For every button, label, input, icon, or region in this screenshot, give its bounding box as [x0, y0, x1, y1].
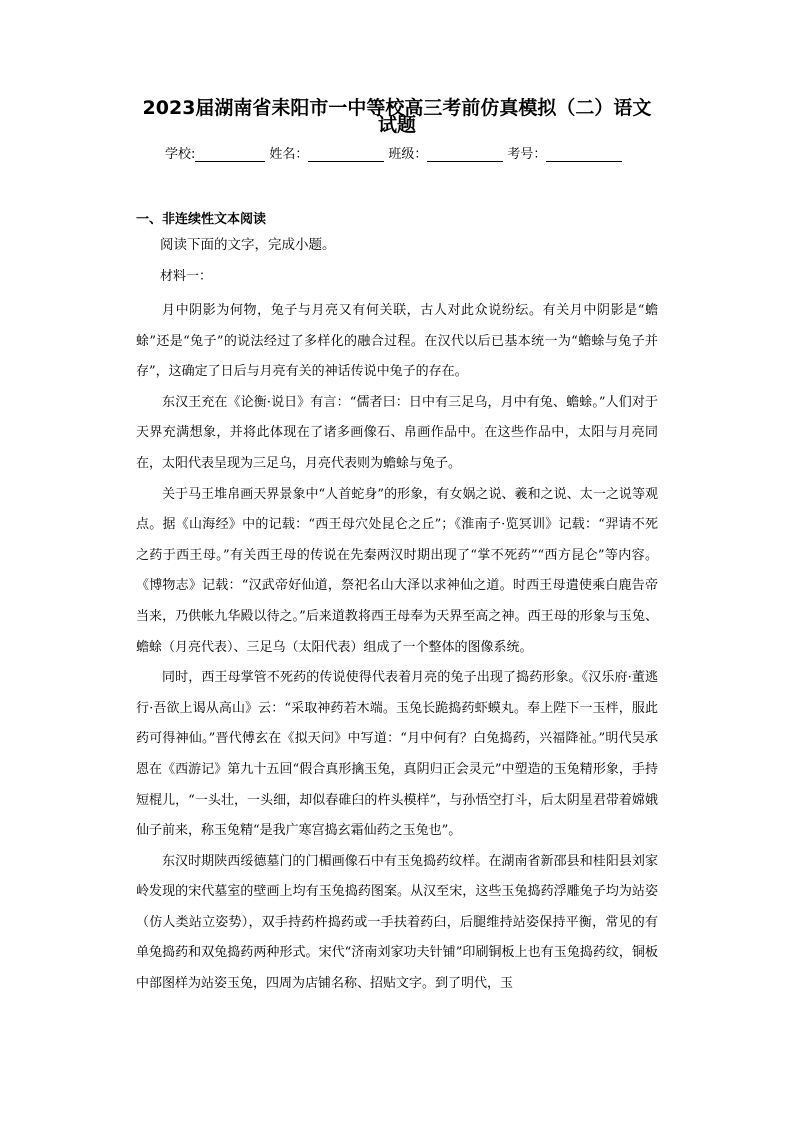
name-field: [269, 143, 388, 162]
passage-paragraph: 东汉时期陕西绥德墓门的门楣画像石中有玉兔捣药纹样。在湖南省新邵县和桂阳县刘家岭发现的宋代墓室的壁画上均有玉兔捣药图案。从汉至宋，这些玉兔捣药浮雕兔子均为站姿（仿人类站立姿势），双手持药杵捣药或一手扶着药臼，后腿维持站姿保持平衡，常见的有单兔捣药和双兔捣药两种形式。宋代“济南刘家功夫针铺”印刷铜板上也有玉兔捣药纹，铜板中部图样为站姿玉兔，四周为店铺名称、招贴文字。到了明代，玉: [136, 853, 658, 992]
class-label: 班级：: [388, 147, 428, 162]
school-blank[interactable]: [195, 147, 265, 162]
passage-paragraph: 同时，西王母掌管不死药的传说使得代表着月亮的兔子出现了捣药形象。《汉乐府·董逃行·吾欲上谒从高山》云：“采取神药若木端。玉兔长跪捣药虾蟆丸。奉上陛下一玉柈，服此药可得神仙。”晋代傅玄在《拟天问》中写道：“月中何有？白兔捣药，兴福降祉。”明代吴承恩在《西游记》第九十五回“假合真形擒玉兔，真阴归正会灵元”中塑造的玉兔精形象，手持短棍儿，“一头壮，一头细，却似春碓臼的杵头模样”，与孙悟空打斗，后太阴星君带着嫦娥仙子前来，称玉兔精“是我广寒宫捣玄霜仙药之玉兔也”。: [136, 670, 658, 839]
class-blank[interactable]: [427, 147, 503, 162]
document-title-line-2: 试题: [377, 114, 416, 136]
class-field: [388, 143, 507, 162]
name-label: 姓名：: [269, 147, 309, 162]
passage-paragraph: 月中阴影为何物，兔子与月亮又有何关联，古人对此众说纷纭。有关月中阴影是“蟾蜍”还是“兔子”的说法经过了多样化的融合过程。在汉代以后已基本统一为“蟾蜍与兔子并存”，这确定了日后与月亮有关的神话传说中兔子的存在。: [136, 303, 658, 380]
name-blank[interactable]: [308, 147, 384, 162]
passage-paragraph: 关于马王堆帛画天界景象中“人首蛇身”的形象，有女娲之说、羲和之说、太一之说等观点。据《山海经》中的记载：“西王母穴处昆仑之丘”；《淮南子·览冥训》记载：“羿请不死之药于西王母。”有关西王母的传说在先秦两汉时期出现了“掌不死药”“西方昆仑”等内容。《博物志》记载：“汉武帝好仙道，祭祀名山大泽以求神仙之道。时西王母遣使乘白鹿告帝当来，乃供帐九华殿以待之。”后来道教将西王母奉为天界至高之神。西王母的形象与玉兔、蟾蜍（月亮代表）、三足乌（太阳代表）组成了一个整体的图像系统。: [136, 486, 658, 655]
exam-number-field: [507, 143, 626, 162]
reading-instruction: 阅读下面的文字，完成小题。: [160, 237, 336, 253]
material-label: 材料一：: [160, 269, 213, 284]
passage-body: [136, 296, 658, 1000]
section-heading: 一、非连续性文本阅读: [136, 212, 267, 227]
student-info-row: [165, 143, 635, 162]
passage-paragraph: 东汉王充在《论衡·说日》有言：“儒者曰：日中有三足乌，月中有兔、蟾蜍。”人们对于天界充满想象，并将此体现在了诸多画像石、帛画作品中。在这些作品中，太阳与月亮同在，太阳代表呈现为三足乌，月亮代表则为蟾蜍与兔子。: [136, 394, 658, 471]
document-title-line-1: 2023届湖南省耒阳市一中等校高三考前仿真模拟（二）语文: [142, 97, 652, 119]
exam-number-blank[interactable]: [546, 147, 622, 162]
school-label: 学校:: [165, 147, 196, 162]
school-field: [165, 143, 269, 162]
exam-number-label: 考号：: [507, 147, 547, 162]
